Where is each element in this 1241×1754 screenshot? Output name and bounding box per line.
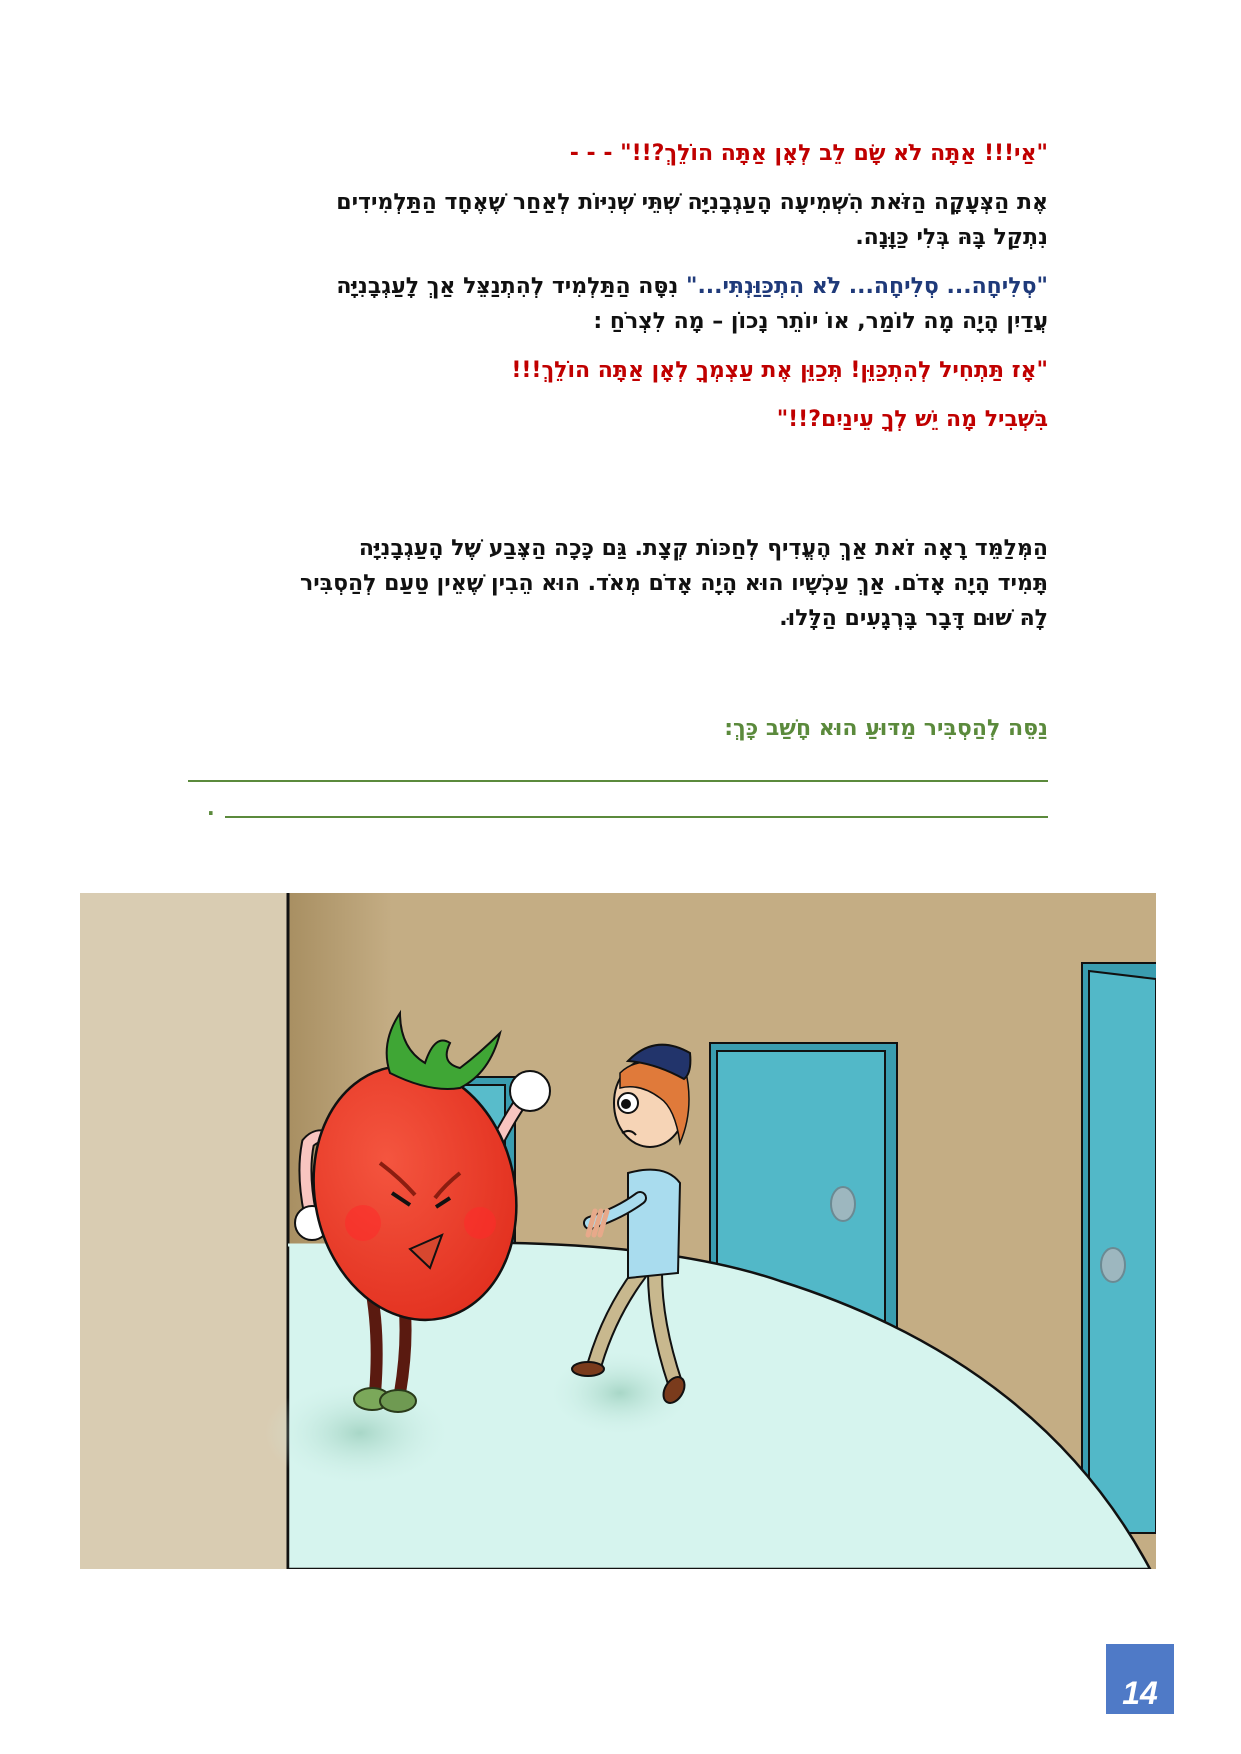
scold-line-1: "אָז תַּתְחִיל לְהִתְכַּוֵּן! תְּכַוֵּן אֶת עַצְמְךָ לְאָן אַתָּה הוֹלֵךְ!!!	[511, 358, 1048, 383]
narration-2-line-2: תָּמִיד הָיָה אָדֹם. אַךְ עַכְשָׁיו הוּא הָיָה אָדֹם מְאֹד. הוּא הֵבִין שֶׁאֵין טַעַם לְהַסְבִּיר	[299, 571, 1048, 596]
answer-trailing-period: .	[207, 796, 215, 820]
narration-1-line-2: נִתְקַל בָּהּ בְּלִי כַּוָּנָה.	[855, 225, 1048, 250]
story-text	[188, 136, 1048, 437]
shout-line: "אַי!!! אַתָּה לֹא שָׂם לֵב לְאָן אַתָּה הוֹלֵךְ?!!" - - -	[569, 141, 1048, 166]
narration-2-line-1: הַמְּלַמֵּד רָאָה זֹאת אַךְ הֶעֱדִיף לְחַכּוֹת קְצָת. גַּם כָּכָה הַצֶּבַע שֶׁל הָעַגְבָנִיָּה	[358, 536, 1048, 561]
answer-line-1[interactable]	[188, 780, 1048, 782]
apology-quote: "סְלִיחָה... סְלִיחָה... לֹא הִתְכַּוַּנְתִּי..."	[685, 274, 1048, 299]
right-door	[1082, 963, 1156, 1533]
side-wall	[80, 893, 288, 1569]
apology-paragraph	[188, 269, 1048, 339]
narration-2-line-3: לָהּ שׁוּם דָּבָר בָּרְגָעִים הַלָּלוּ.	[779, 606, 1048, 631]
apology-narration: נִסָּה הַתַּלְמִיד לְהִתְנַצֵּל אַךְ לָעַגְבָנִיָּה	[336, 274, 686, 299]
narration-1-line-1: אֶת הַצְּעָקָה הַזֹּאת הִשְׁמִיעָה הָעַגְבָנִיָּה שְׁתֵּי שְׁנִיּוֹת לְאַחַר שֶׁאֶחָד הַתַּלְמִידִים	[336, 190, 1048, 215]
narration-paragraph-2	[188, 531, 1048, 636]
answer-line-2[interactable]	[225, 816, 1048, 818]
narration-paragraph-1	[188, 185, 1048, 255]
question-prompt: נַסֵּה לְהַסְבִּיר מַדּוּעַ הוּא חָשַׁב כָּךְ:	[724, 716, 1048, 741]
apology-line-2: עֲדַיִן הָיָה מָה לוֹמַר, אוֹ יוֹתֵר נָכוֹן – מָה לִצְרֹחַ :	[593, 309, 1048, 334]
page-number: 14	[1106, 1644, 1174, 1714]
scold-line-2: בִּשְׁבִיל מָה יֵשׁ לְךָ עֵינַיִם?!!"	[776, 407, 1048, 432]
story-illustration	[80, 893, 1156, 1569]
